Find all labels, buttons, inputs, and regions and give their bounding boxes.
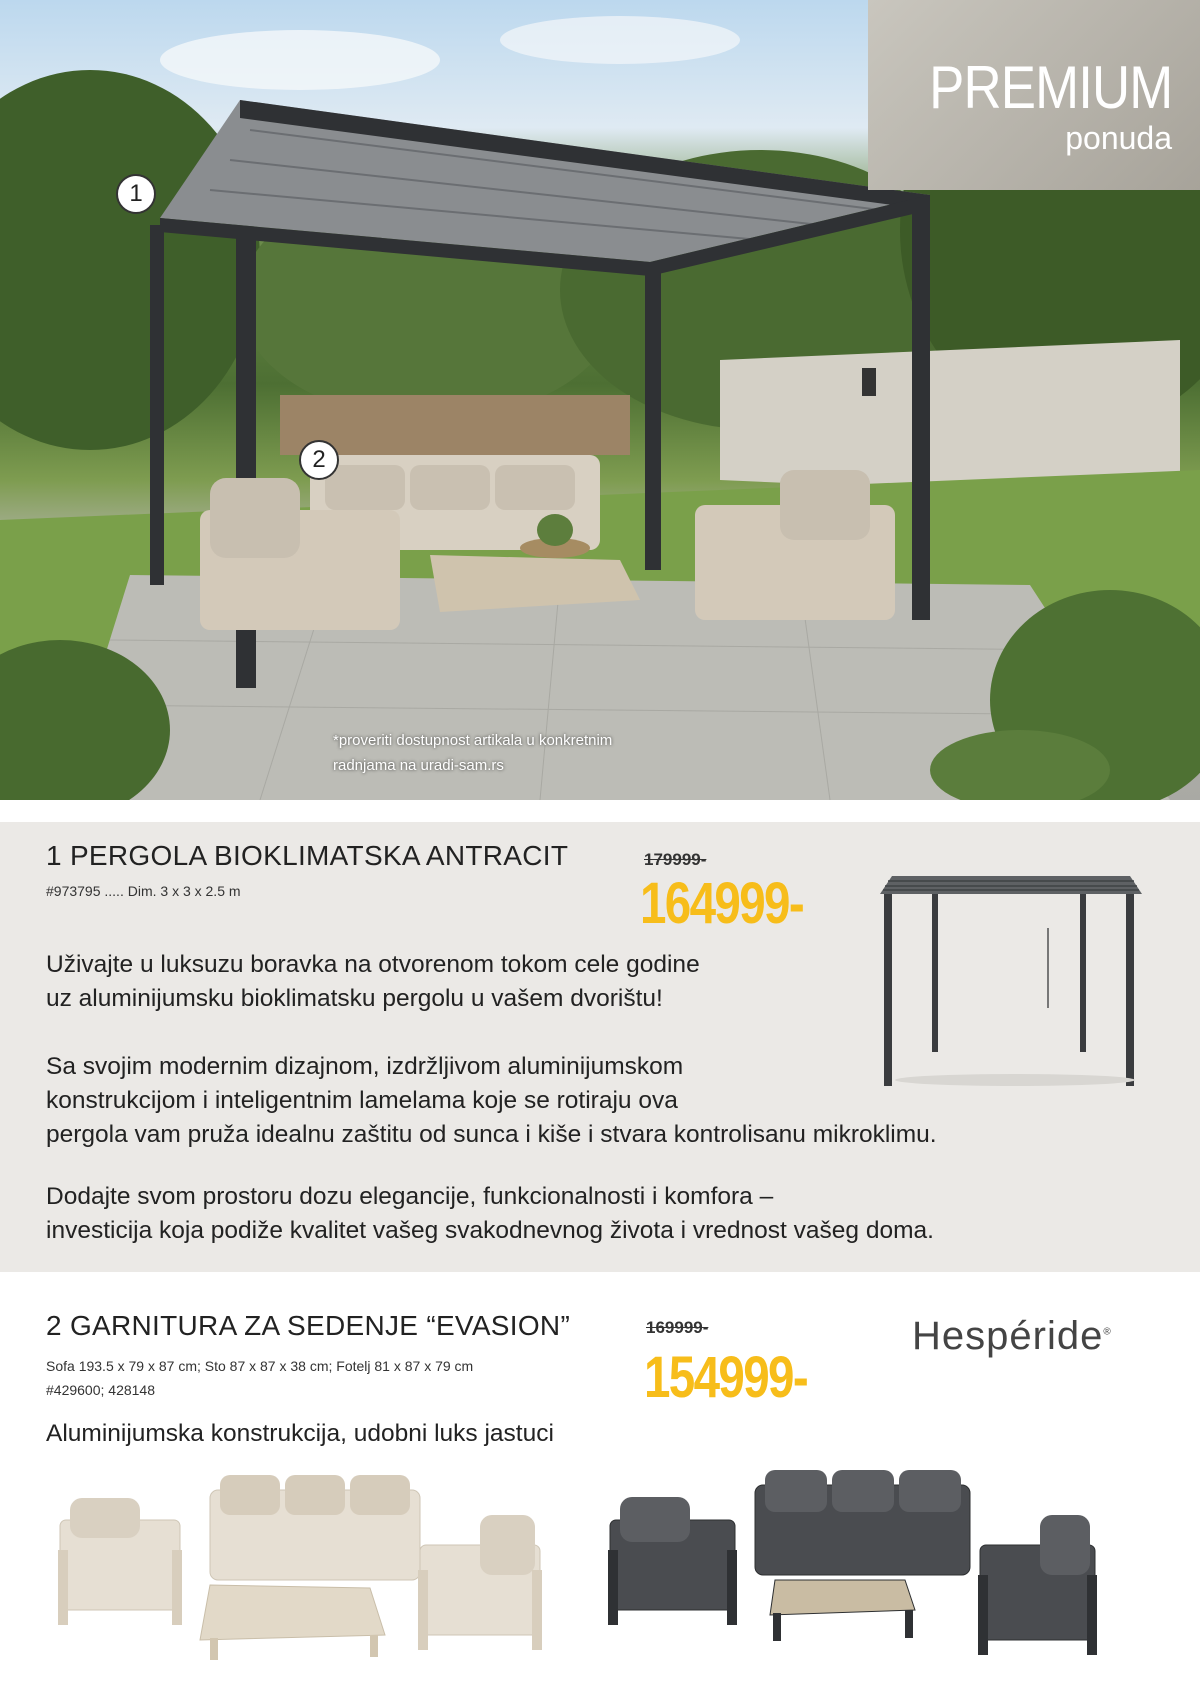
paragraph-line: pergola vam pruža idealnu zaštitu od sunca i kiše i stvara kontrolisanu mikroklimu. xyxy=(46,1121,937,1148)
brand-name: Hespéride xyxy=(912,1314,1104,1358)
product2-dims: Sofa 193.5 x 79 x 87 cm; Sto 87 x 87 x 38 cm; Fotelj 81 x 87 x 79 cm xyxy=(46,1358,474,1374)
product1-paragraph-2 xyxy=(46,1050,937,1152)
product2-old-price: 169999- xyxy=(646,1318,709,1337)
product2-specs xyxy=(46,1354,473,1402)
marker-2: 2 xyxy=(299,440,339,480)
beige-furniture-set-image xyxy=(50,1470,560,1670)
product2-tagline: Aluminijumska konstrukcija, udobni luks jastuci xyxy=(46,1420,554,1447)
product2-new-price: 154999- xyxy=(644,1345,808,1410)
availability-note-line: *proveriti dostupnost artikala u konkretnim xyxy=(333,732,613,749)
product1-paragraph-3 xyxy=(46,1180,934,1248)
hero-photo xyxy=(0,0,1200,800)
availability-note xyxy=(333,728,612,778)
paragraph-line: Sa svojim modernim dizajnom, izdržljivom aluminijumskom xyxy=(46,1053,684,1080)
marker-1: 1 xyxy=(116,174,156,214)
paragraph-line: investicija koja podiže kvalitet vašeg svakodnevnog života i vrednost vašeg doma. xyxy=(46,1217,934,1244)
paragraph-line: konstrukcijom i inteligentnim lamelama koje se rotiraju ova xyxy=(46,1087,678,1114)
product1-old-price: 179999- xyxy=(644,850,707,869)
premium-title: PREMIUM xyxy=(928,54,1172,121)
product2-skus: #429600; 428148 xyxy=(46,1382,155,1398)
premium-badge xyxy=(868,0,1200,190)
availability-note-line: radnjama na uradi-sam.rs xyxy=(333,757,504,774)
product1-title: 1 PERGOLA BIOKLIMATSKA ANTRACIT xyxy=(46,840,569,871)
paragraph-line: Uživajte u luksuzu boravka na otvorenom tokom cele godine xyxy=(46,951,700,978)
product1-sku-dims: #973795 ..... Dim. 3 x 3 x 2.5 m xyxy=(46,883,241,899)
paragraph-line: uz aluminijumsku bioklimatsku pergolu u vašem dvorištu! xyxy=(46,985,663,1012)
paragraph-line: Dodajte svom prostoru dozu elegancije, funkcionalnosti i komfora – xyxy=(46,1183,774,1210)
product1-paragraph-1 xyxy=(46,948,700,1016)
premium-subtitle: ponuda xyxy=(1065,120,1172,156)
product1-new-price: 164999- xyxy=(640,871,804,936)
brand-logo: Hespéride® xyxy=(912,1314,1112,1358)
product2-title: 2 GARNITURA ZA SEDENJE “EVASION” xyxy=(46,1310,571,1341)
dark-furniture-set-image xyxy=(605,1465,1105,1675)
